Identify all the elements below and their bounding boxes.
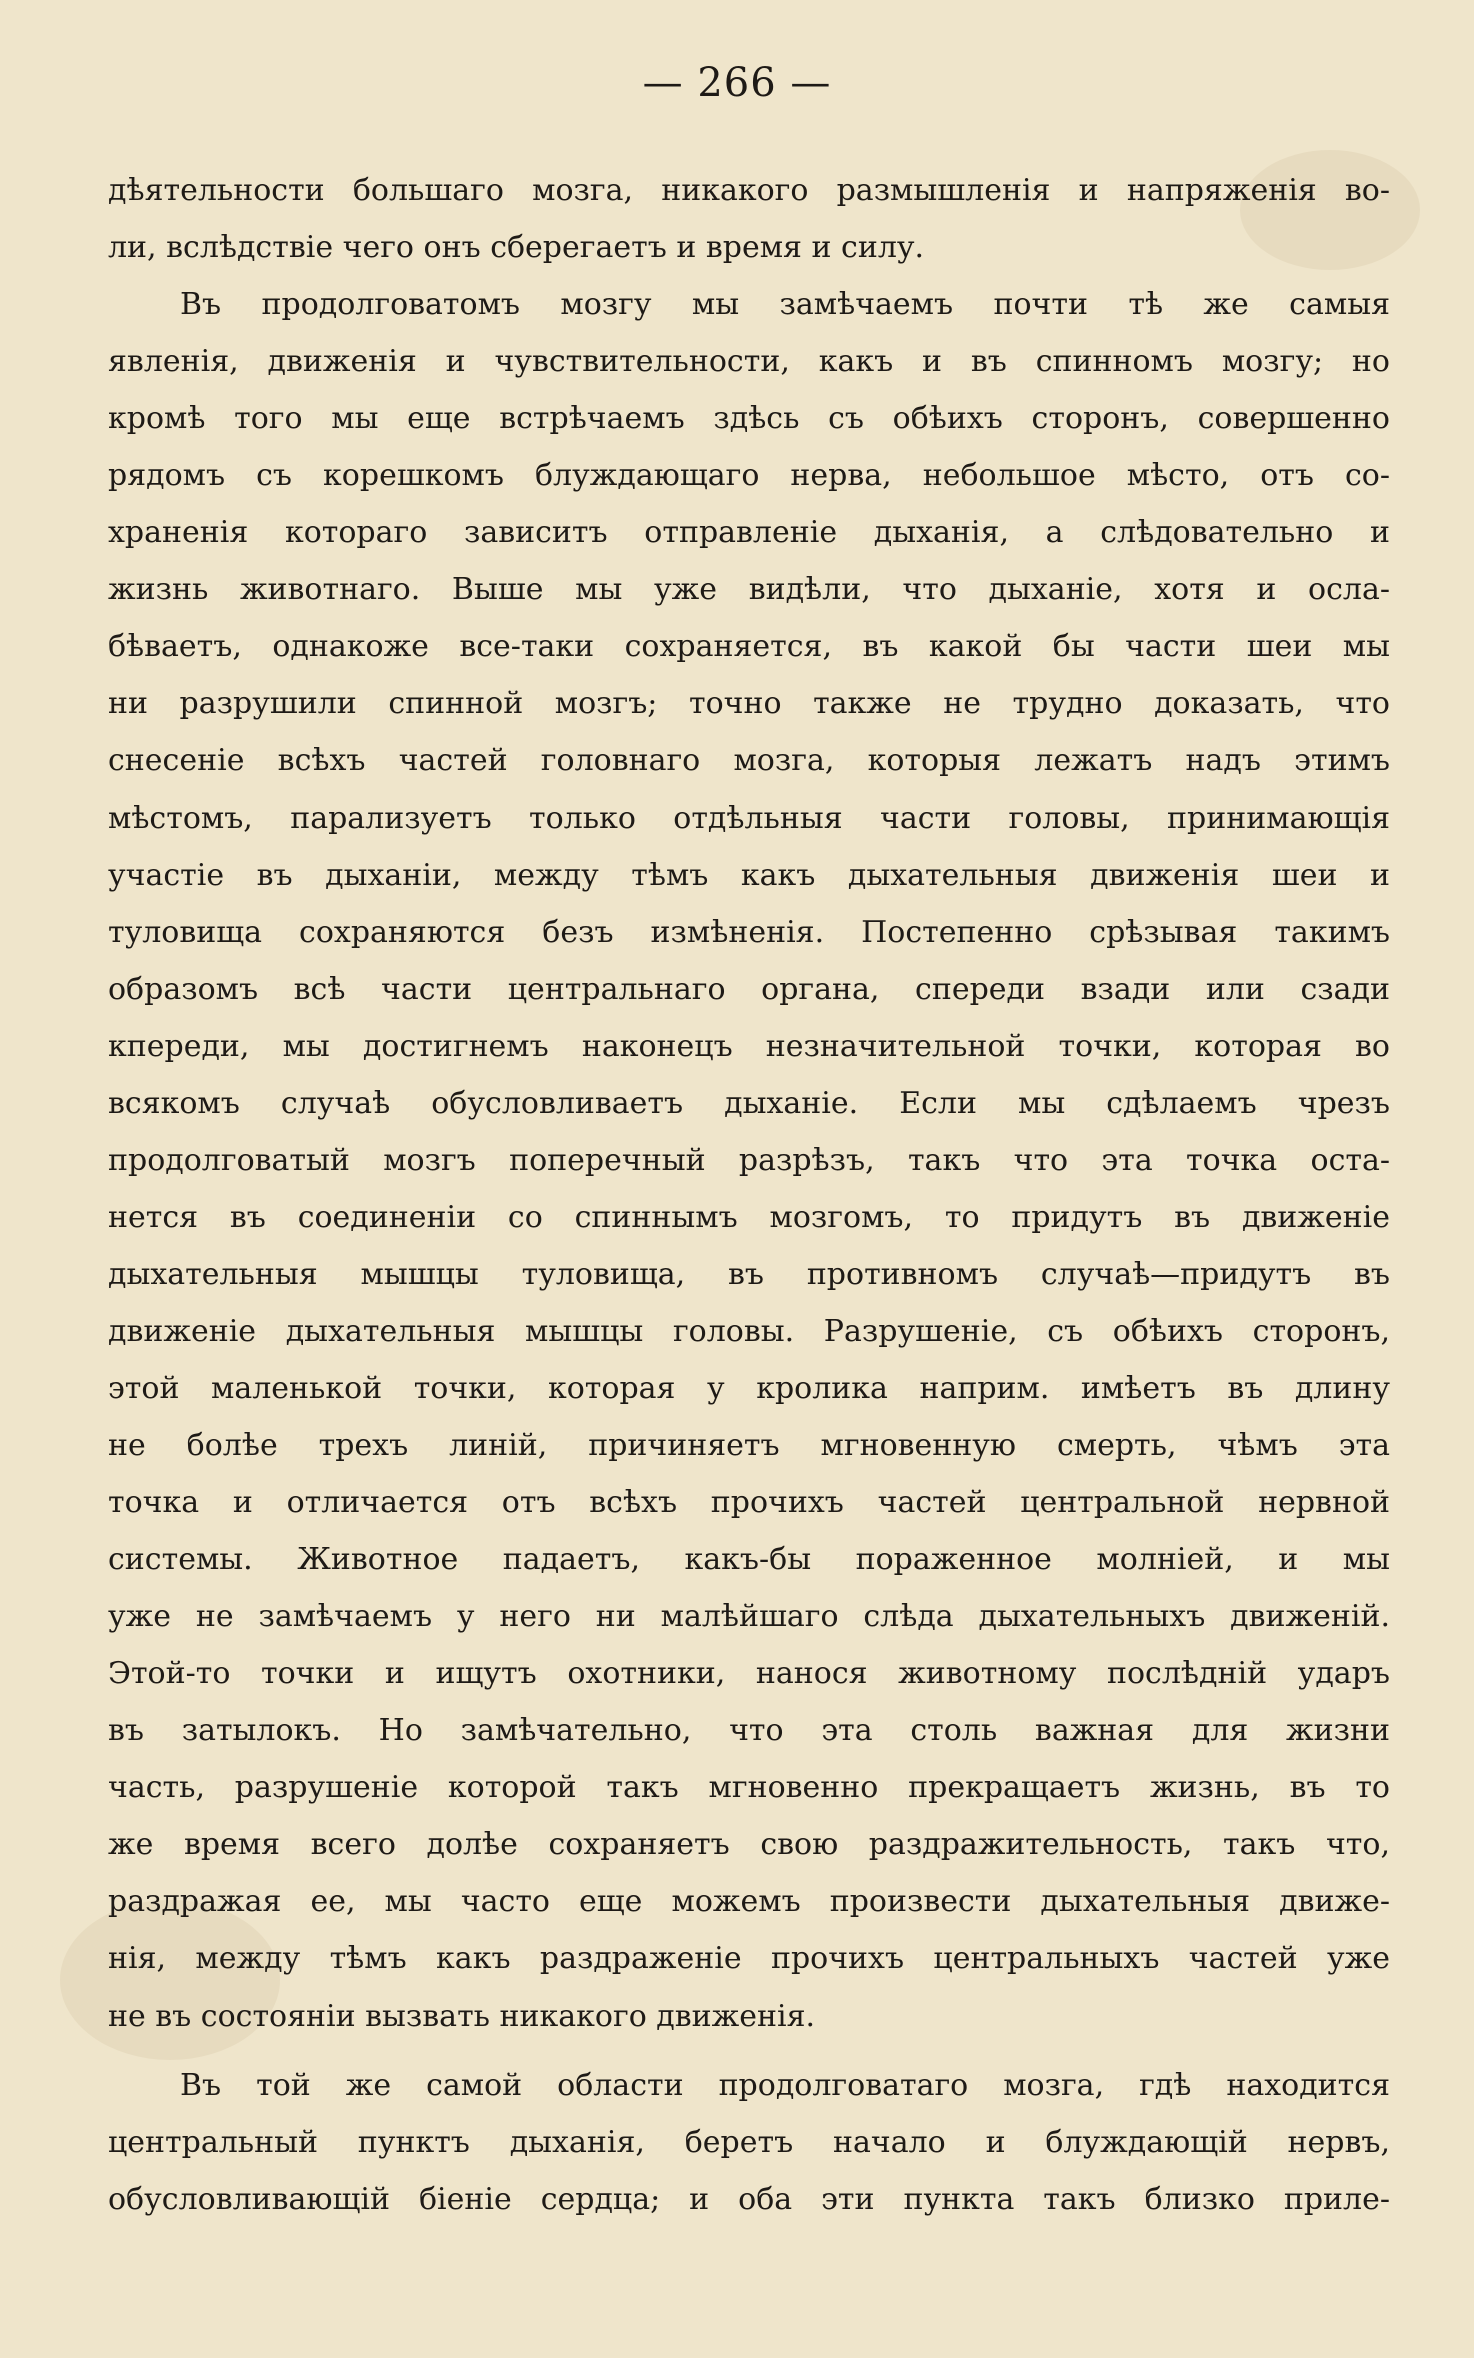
body-text bbox=[108, 162, 1390, 2228]
text-line: уже не замѣчаемъ у него ни малѣйшаго слѣда дыхательныхъ движеній. bbox=[108, 1599, 1390, 1635]
text-line: точка и отличается отъ всѣхъ прочихъ частей центральной нервной bbox=[108, 1485, 1390, 1521]
page-number: — 266 — bbox=[642, 60, 832, 106]
text-line: этой маленькой точки, которая у кролика наприм. имѣетъ въ длину bbox=[108, 1370, 1390, 1406]
text-line: нія, между тѣмъ какъ раздраженіе прочихъ центральныхъ частей уже bbox=[108, 1941, 1390, 1977]
text-line: Этой-то точки и ищутъ охотники, нанося животному послѣдній ударъ bbox=[108, 1656, 1390, 1692]
text-line: бѣваетъ, однакоже все-таки сохраняется, въ какой бы части шеи мы bbox=[108, 629, 1390, 665]
text-line: обусловливающій біеніе сердца; и оба эти пункта такъ близко приле- bbox=[108, 2181, 1390, 2217]
text-line: кпереди, мы достигнемъ наконецъ незначительной точки, которая во bbox=[108, 1028, 1390, 1064]
text-line: явленія, движенія и чувствительности, какъ и въ спинномъ мозгу; но bbox=[108, 344, 1390, 380]
text-line: же время всего долѣе сохраняетъ свою раздражительность, такъ что, bbox=[108, 1827, 1390, 1863]
text-line: храненія котораго зависитъ отправленіе дыханія, а слѣдовательно и bbox=[108, 515, 1390, 551]
text-line: системы. Животное падаетъ, какъ-бы пораженное молніей, и мы bbox=[108, 1542, 1390, 1578]
text-line: ли, вслѣдствіе чего онъ сберегаетъ и время и силу. bbox=[108, 230, 925, 266]
text-line: Въ той же самой области продолговатаго мозга, гдѣ находится bbox=[180, 2067, 1390, 2103]
text-line: дыхательныя мышцы туловища, въ противномъ случаѣ—придутъ въ bbox=[108, 1256, 1390, 1292]
text-line: не въ состояніи вызвать никакого движенія. bbox=[108, 1998, 816, 2034]
text-line: снесеніе всѣхъ частей головнаго мозга, которыя лежатъ надъ этимъ bbox=[108, 743, 1390, 779]
text-line: ни разрушили спинной мозгъ; точно также не трудно доказать, что bbox=[108, 686, 1390, 722]
text-line: всякомъ случаѣ обусловливаетъ дыханіе. Если мы сдѣлаемъ чрезъ bbox=[108, 1085, 1390, 1121]
text-line: раздражая ее, мы часто еще можемъ произвести дыхательныя движе- bbox=[108, 1884, 1390, 1920]
text-line: Въ продолговатомъ мозгу мы замѣчаемъ почти тѣ же самыя bbox=[180, 287, 1390, 323]
text-line: туловища сохраняются безъ измѣненія. Постепенно срѣзывая такимъ bbox=[108, 914, 1390, 950]
text-line: мѣстомъ, парализуетъ только отдѣльныя части головы, принимающія bbox=[108, 800, 1390, 836]
text-line: продолговатый мозгъ поперечный разрѣзъ, такъ что эта точка оста- bbox=[108, 1142, 1390, 1178]
text-line: не болѣе трехъ линій, причиняетъ мгновенную смерть, чѣмъ эта bbox=[108, 1428, 1390, 1464]
text-line: жизнь животнаго. Выше мы уже видѣли, что дыханіе, хотя и осла- bbox=[108, 572, 1390, 608]
text-line: движеніе дыхательныя мышцы головы. Разрушеніе, съ обѣихъ сторонъ, bbox=[108, 1313, 1390, 1349]
text-line: въ затылокъ. Но замѣчательно, что эта столь важная для жизни bbox=[108, 1713, 1390, 1749]
text-line: рядомъ съ корешкомъ блуждающаго нерва, небольшое мѣсто, отъ со- bbox=[108, 458, 1390, 494]
text-line: образомъ всѣ части центральнаго органа, спереди взади или сзади bbox=[108, 971, 1390, 1007]
text-line: центральный пунктъ дыханія, беретъ начало и блуждающій нервъ, bbox=[108, 2124, 1390, 2160]
text-line: часть, разрушеніе которой такъ мгновенно прекращаетъ жизнь, въ то bbox=[108, 1770, 1390, 1806]
text-line: нется въ соединеніи со спиннымъ мозгомъ, то придутъ въ движеніе bbox=[108, 1199, 1390, 1235]
text-line: кромѣ того мы еще встрѣчаемъ здѣсь съ обѣихъ сторонъ, совершенно bbox=[108, 401, 1390, 437]
text-line: дѣятельности большаго мозга, никакого размышленія и напряженія во- bbox=[108, 173, 1390, 208]
text-line: участіе въ дыханіи, между тѣмъ какъ дыхательныя движенія шеи и bbox=[108, 857, 1390, 893]
